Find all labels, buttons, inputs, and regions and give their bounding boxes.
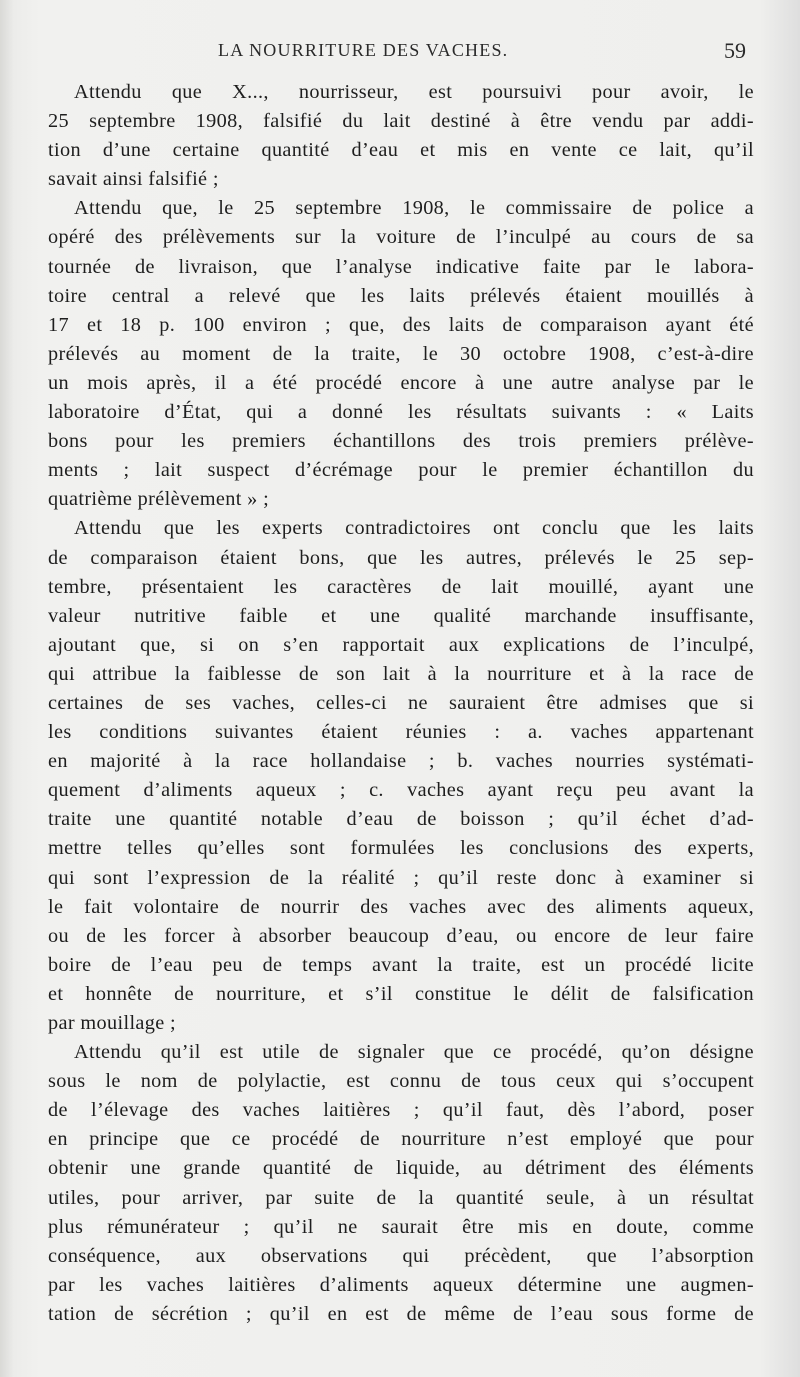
text-line: laboratoire d’État, qui a donné les résultats suivants : « Laits xyxy=(48,401,754,424)
text-line: traite une quantité notable d’eau de boisson ; qu’il échet d’ad- xyxy=(48,808,754,831)
text-line: Attendu que X..., nourrisseur, est poursuivi pour avoir, le xyxy=(74,81,754,103)
text-line: par les vaches laitières d’aliments aqueux détermine une augmen- xyxy=(48,1273,754,1296)
text-line: certaines de ses vaches, celles-ci ne sauraient être admises que si xyxy=(48,691,754,714)
text-line: et honnête de nourriture, et s’il constitue le délit de falsification xyxy=(48,982,754,1005)
text-line: mettre telles qu’elles sont formulées les conclusions des experts, xyxy=(48,837,754,860)
text-line: valeur nutritive faible et une qualité marchande insuffisante, xyxy=(48,604,754,627)
text-line: tournée de livraison, que l’analyse indicative faite par le labora- xyxy=(48,255,754,278)
text-line: utiles, pour arriver, par suite de la quantité seule, à un résultat xyxy=(48,1186,754,1209)
text-line: obtenir une grande quantité de liquide, au détriment des éléments xyxy=(48,1157,754,1180)
text-line: plus rémunérateur ; qu’il ne saurait être mis en doute, comme xyxy=(48,1215,754,1238)
text-line: toire central a relevé que les laits prélevés étaient mouillés à xyxy=(48,284,754,307)
text-line: bons pour les premiers échantillons des trois premiers prélève- xyxy=(48,430,754,453)
text-line: ments ; lait suspect d’écrémage pour le premier échantillon du xyxy=(48,459,754,482)
text-line: de comparaison étaient bons, que les autres, prélevés le 25 sep- xyxy=(48,546,754,569)
text-line: conséquence, aux observations qui précèdent, que l’absorption xyxy=(48,1244,754,1267)
text-line: de l’élevage des vaches laitières ; qu’il faut, dès l’abord, poser xyxy=(48,1099,754,1122)
running-title: LA NOURRITURE DES VACHES. xyxy=(218,40,509,60)
text-line: Attendu que, le 25 septembre 1908, le commissaire de police a xyxy=(74,197,754,220)
body-text xyxy=(48,78,754,1329)
text-line: quatrième prélèvement » ; xyxy=(48,488,270,511)
text-line: tation de sécrétion ; qu’il en est de même de l’eau sous forme de xyxy=(48,1302,754,1325)
text-line: quement d’aliments aqueux ; c. vaches ayant reçu peu avant la xyxy=(48,779,754,802)
text-line: les conditions suivantes étaient réunies : a. vaches appartenant xyxy=(48,721,754,744)
text-line: par mouillage ; xyxy=(48,1012,177,1034)
text-line: Attendu qu’il est utile de signaler que ce procédé, qu’on désigne xyxy=(74,1041,754,1064)
text-line: opéré des prélèvements sur la voiture de l’inculpé au cours de sa xyxy=(48,226,754,249)
text-line: prélevés au moment de la traite, le 30 octobre 1908, c’est-à-dire xyxy=(48,342,754,365)
text-line: le fait volontaire de nourrir des vaches avec des aliments aqueux, xyxy=(48,895,754,918)
text-line: savait ainsi falsifié ; xyxy=(48,168,219,191)
text-line: qui attribue la faiblesse de son lait à la nourriture et à la race de xyxy=(48,662,754,685)
text-line: ajoutant que, si on s’en rapportait aux explications de l’inculpé, xyxy=(48,633,754,656)
text-line: ou de les forcer à absorber beaucoup d’eau, ou encore de leur faire xyxy=(48,924,754,947)
text-line: qui sont l’expression de la réalité ; qu’il reste donc à examiner si xyxy=(48,866,754,889)
text-line: Attendu que les experts contradictoires ont conclu que les laits xyxy=(74,517,754,540)
text-line: tion d’une certaine quantité d’eau et mis en vente ce lait, qu’il xyxy=(48,139,754,162)
text-line: tembre, présentaient les caractères de lait mouillé, ayant une xyxy=(48,575,754,598)
text-line: en principe que ce procédé de nourriture n’est employé que pour xyxy=(48,1128,754,1151)
page-header xyxy=(48,40,752,70)
text-line: 25 septembre 1908, falsifié du lait destiné à être vendu par addi- xyxy=(48,110,754,133)
text-line: un mois après, il a été procédé encore à une autre analyse par le xyxy=(48,371,754,394)
text-line: 17 et 18 p. 100 environ ; que, des laits de comparaison ayant été xyxy=(48,313,754,336)
text-line: sous le nom de polylactie, est connu de tous ceux qui s’occupent xyxy=(48,1070,754,1093)
text-line: boire de l’eau peu de temps avant la traite, est un procédé licite xyxy=(48,953,754,976)
page-number: 59 xyxy=(724,38,746,63)
text-line: en majorité à la race hollandaise ; b. vaches nourries systémati- xyxy=(48,750,754,773)
